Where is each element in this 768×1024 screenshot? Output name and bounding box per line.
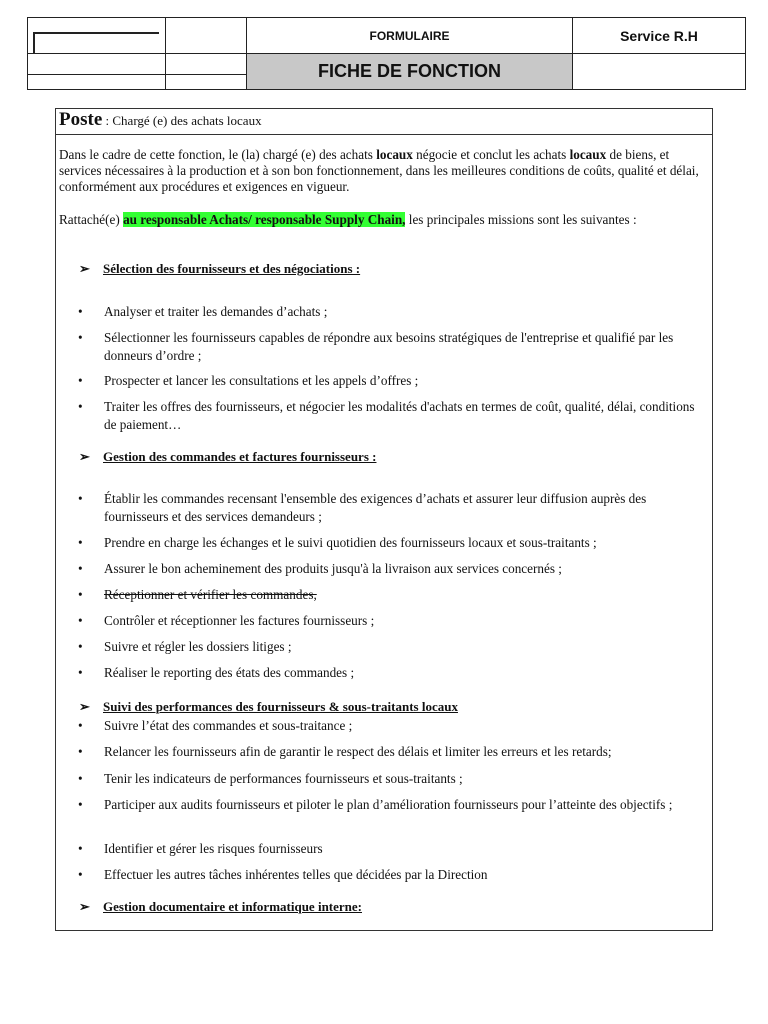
- bullet-icon: •: [78, 867, 83, 882]
- list-item-text: Analyser et traiter les demandes d’achats ;: [104, 304, 328, 319]
- arrow-icon: ➢: [79, 261, 90, 276]
- section-title: [79, 261, 360, 277]
- section-title: [79, 899, 362, 915]
- bullet-icon: •: [78, 841, 83, 856]
- intro-paragraph: [59, 147, 711, 195]
- list-item-text: Participer aux audits fournisseurs et piloter le plan d’amélioration fournisseurs pour l’atteinte des objectifs ;: [104, 797, 673, 812]
- document-title: FICHE DE FONCTION: [246, 53, 573, 90]
- list-item-text: Relancer les fournisseurs afin de garantir le respect des délais et limiter les erreurs et les retards;: [104, 744, 612, 759]
- rattachement-paragraph: [59, 212, 711, 228]
- list-item-text: Contrôler et réceptionner les factures fournisseurs ;: [104, 613, 375, 628]
- service-label: Service R.H: [572, 17, 746, 54]
- list-item: [78, 560, 710, 578]
- list-item-text: Sélectionner les fournisseurs capables de répondre aux besoins stratégiques de l'entreprise et qualifié par les donneurs d’ordre ;: [104, 330, 674, 363]
- bullet-icon: •: [78, 399, 83, 414]
- section-title: [79, 699, 458, 715]
- bullet-icon: •: [78, 771, 83, 786]
- list-item: [78, 303, 710, 321]
- bullet-icon: •: [78, 535, 83, 550]
- list-item: [78, 743, 710, 761]
- logo-cell: [27, 17, 166, 54]
- list-item-text: Réaliser le reporting des états des commandes ;: [104, 665, 355, 680]
- list-item: [78, 717, 710, 735]
- job-description-frame: [55, 108, 713, 931]
- rattachement-highlight: au responsable Achats/ responsable Supply Chain,: [123, 212, 406, 227]
- arrow-icon: ➢: [79, 699, 90, 714]
- list-item-text: Assurer le bon acheminement des produits jusqu'à la livraison aux services concernés ;: [104, 561, 562, 576]
- section-title-text: Gestion documentaire et informatique interne:: [103, 899, 362, 914]
- intro-text: Dans le cadre de cette fonction, le (la) chargé (e) des achats: [59, 147, 377, 162]
- rattachement-prefix: Rattaché(e): [59, 212, 124, 227]
- list-item-text: Tenir les indicateurs de performances fournisseurs et sous-traitants ;: [104, 771, 463, 786]
- section-title-text: Gestion des commandes et factures fournisseurs :: [103, 449, 377, 464]
- list-item: [78, 586, 710, 604]
- bullet-icon: •: [78, 561, 83, 576]
- intro-bold: locaux: [376, 147, 413, 162]
- header-cell-empty: [572, 53, 746, 90]
- arrow-icon: ➢: [79, 449, 90, 464]
- bullet-icon: •: [78, 639, 83, 654]
- list-item: [78, 612, 710, 630]
- bullet-icon: •: [78, 797, 83, 812]
- rattachement-suffix: les principales missions sont les suivantes :: [405, 212, 637, 227]
- list-item: [78, 398, 710, 434]
- bullet-icon: •: [78, 718, 83, 733]
- list-item: [78, 534, 710, 552]
- logo-placeholder: [33, 32, 159, 54]
- header-cell-empty: [27, 53, 166, 75]
- poste-label: Poste: [59, 109, 103, 130]
- list-item-text-struck: Réceptionner et vérifier les commandes,: [104, 587, 317, 602]
- list-item-text: Prendre en charge les échanges et le suivi quotidien des fournisseurs locaux et sous-traitants ;: [104, 535, 597, 550]
- list-item-text: Traiter les offres des fournisseurs, et négocier les modalités d'achats en termes de coût, qualité, délai, conditions de paiement…: [104, 399, 695, 432]
- header-cell-empty: [27, 74, 166, 90]
- bullet-icon: •: [78, 665, 83, 680]
- list-item-text: Effectuer les autres tâches inhérentes telles que décidées par la Direction: [104, 867, 488, 882]
- bullet-icon: •: [78, 744, 83, 759]
- list-item: [78, 866, 710, 884]
- section-title-text: Suivi des performances des fournisseurs & sous-traitants locaux: [103, 699, 458, 714]
- list-item: [78, 840, 710, 858]
- header-cell-empty: [165, 74, 247, 90]
- form-type-label: FORMULAIRE: [246, 17, 573, 54]
- list-item-text: Identifier et gérer les risques fournisseurs: [104, 841, 323, 856]
- poste-line: [59, 109, 262, 130]
- section-title-text: Sélection des fournisseurs et des négociations :: [103, 261, 361, 276]
- header-cell-empty: [165, 17, 247, 54]
- divider: [56, 134, 712, 135]
- section-title: [79, 449, 376, 465]
- poste-value: : Chargé (e) des achats locaux: [102, 113, 262, 128]
- bullet-icon: •: [78, 330, 83, 345]
- bullet-icon: •: [78, 304, 83, 319]
- bullet-icon: •: [78, 587, 83, 602]
- form-header: [27, 17, 746, 90]
- intro-text: négocie et conclut les achats: [412, 147, 570, 162]
- list-item: [78, 770, 710, 788]
- list-item: [78, 329, 710, 365]
- list-item-text: Suivre et régler les dossiers litiges ;: [104, 639, 292, 654]
- bullet-icon: •: [78, 613, 83, 628]
- bullet-icon: •: [78, 491, 83, 506]
- list-item: [78, 796, 710, 814]
- bullet-icon: •: [78, 373, 83, 388]
- list-item-text: Établir les commandes recensant l'ensemble des exigences d’achats et assurer leur diffusion auprès des fournisseurs et des services demandeurs ;: [104, 491, 647, 524]
- intro-text: de biens, et services nécessaires à la production et à son bon fonctionnement, dans les meilleures conditions de coûts, qualité et délai, conformément aux procédures et exigences en vigueur.: [59, 147, 699, 194]
- intro-bold: locaux: [569, 147, 607, 162]
- list-item-text: Prospecter et lancer les consultations et les appels d’offres ;: [104, 373, 419, 388]
- list-item: [78, 664, 710, 682]
- list-item: [78, 372, 710, 390]
- list-item-text: Suivre l’état des commandes et sous-traitance ;: [104, 718, 353, 733]
- list-item: [78, 638, 710, 656]
- list-item: [78, 490, 710, 526]
- arrow-icon: ➢: [79, 899, 90, 914]
- header-cell-empty: [165, 53, 247, 75]
